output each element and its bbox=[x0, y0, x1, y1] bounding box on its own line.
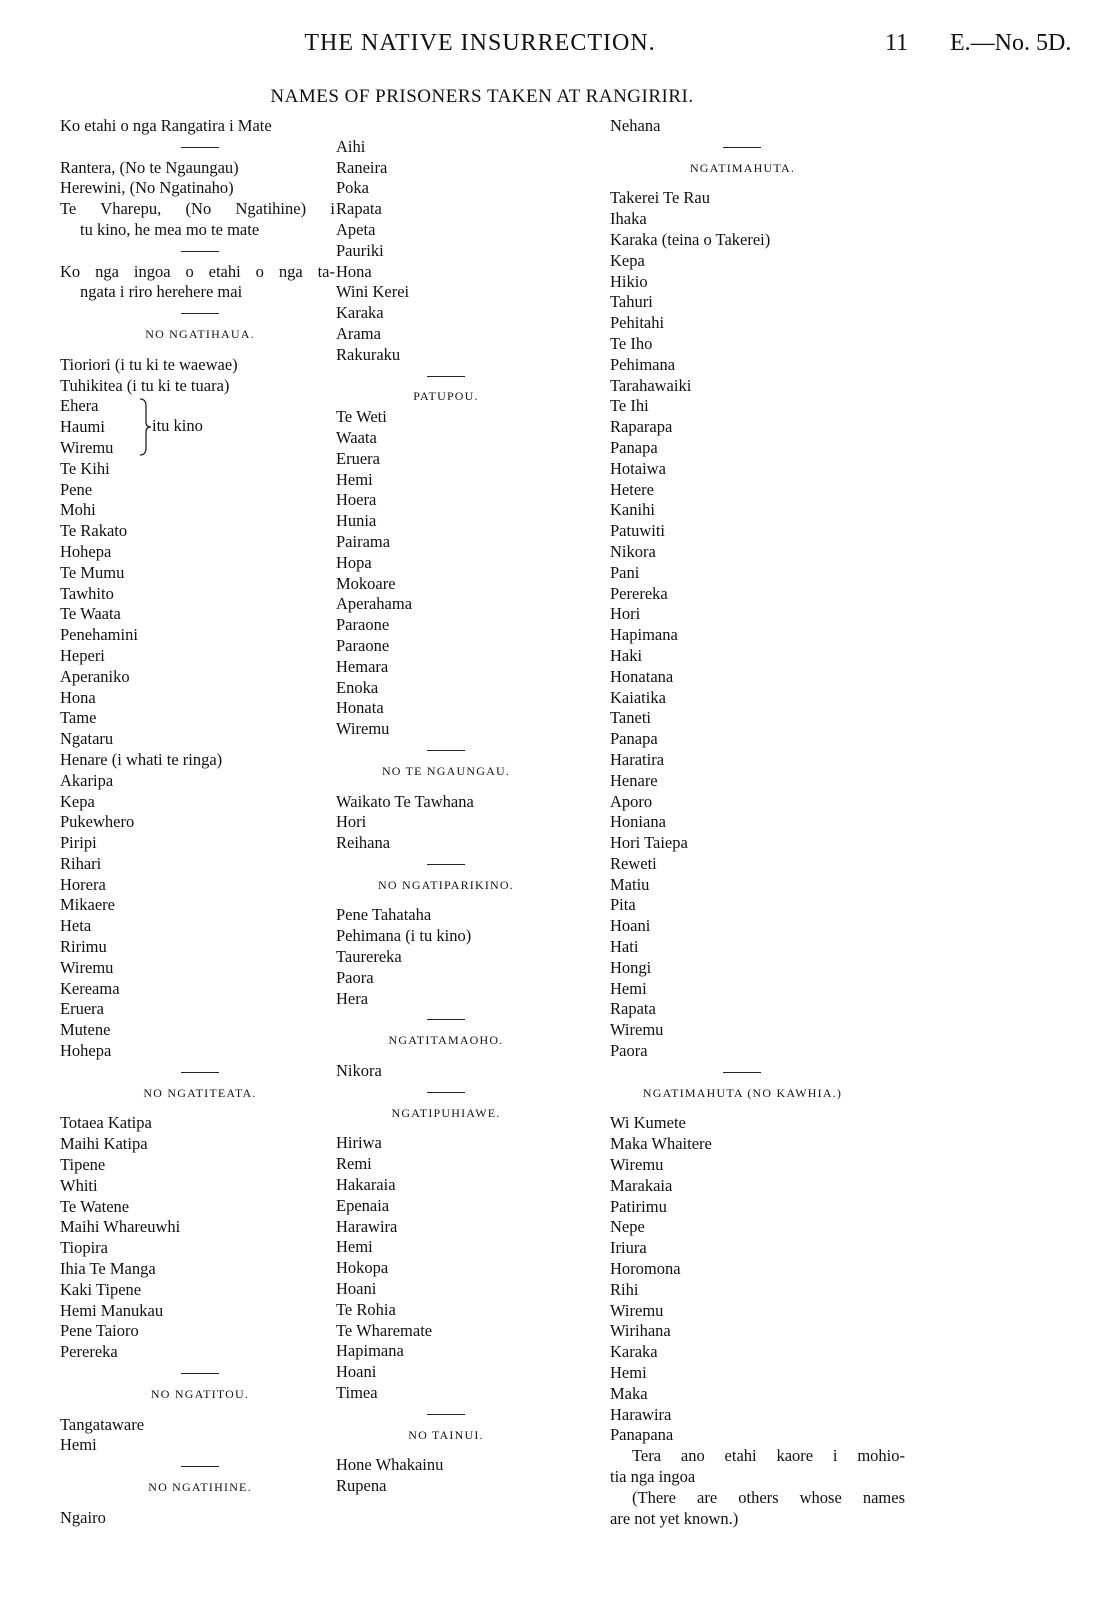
prisoner-name: Rihari bbox=[60, 853, 102, 873]
prisoner-name: Marakaia bbox=[610, 1175, 673, 1195]
prisoner-name: Kereama bbox=[60, 978, 120, 998]
prisoner-name: Hoera bbox=[336, 490, 377, 510]
prisoner-name: Pukewhero bbox=[60, 812, 135, 832]
prisoner-name: Kaki Tipene bbox=[60, 1279, 142, 1299]
prisoner-name: Epenaia bbox=[336, 1195, 390, 1215]
section-rule bbox=[336, 1404, 566, 1425]
prisoner-name: Akaripa bbox=[60, 770, 114, 790]
section-rule bbox=[60, 1363, 335, 1384]
prisoner-name: Piripi bbox=[60, 833, 97, 853]
prisoner-name: Haratira bbox=[610, 749, 665, 769]
prisoner-name: Paraone bbox=[336, 635, 390, 655]
unnamed-tribe-list bbox=[336, 137, 566, 366]
prisoner-name: Horomona bbox=[610, 1259, 681, 1279]
prisoner-name: Henare bbox=[610, 770, 658, 790]
prisoner-name: Whiti bbox=[60, 1175, 98, 1195]
prisoner-name: Kepa bbox=[60, 791, 95, 811]
prisoner-name: Heperi bbox=[60, 645, 105, 665]
prisoner-name: Hapimana bbox=[336, 1341, 404, 1361]
prisoner-name: Te Waata bbox=[60, 604, 121, 624]
prisoner-name: Panapa bbox=[610, 437, 658, 457]
prisoner-name: Tawhito bbox=[60, 583, 114, 603]
section-rule bbox=[60, 137, 335, 158]
section-rule bbox=[610, 137, 905, 158]
tribe-heading-ngatimahuta: NGATIMAHUTA. bbox=[689, 160, 796, 175]
prisoner-name: Te Watene bbox=[60, 1196, 130, 1216]
prisoner-name: Hunia bbox=[336, 511, 377, 531]
prisoner-name: Wirihana bbox=[610, 1321, 671, 1341]
prisoner-name: Hemara bbox=[336, 656, 389, 676]
tribe-heading-ngatitou: NO NGATITOU. bbox=[150, 1386, 250, 1401]
note-maori: Tera ano etahi kaore i mohio- bbox=[632, 1446, 905, 1466]
ngatipuhiawe-list bbox=[336, 1133, 566, 1403]
prisoner-name: Enoka bbox=[336, 677, 379, 697]
tribe-heading-ngatitamaoho: NGATITAMAOHO. bbox=[388, 1033, 504, 1048]
prisoner-name: Mikaere bbox=[60, 895, 115, 915]
prisoner-name: Ngairo bbox=[60, 1507, 106, 1527]
section-rule bbox=[336, 854, 566, 875]
prisoner-name: Tahuri bbox=[610, 292, 653, 312]
ngatihine-list bbox=[60, 1508, 335, 1529]
prisoner-name: Hemi Manukau bbox=[60, 1300, 164, 1320]
prisoner-name: Pairama bbox=[336, 531, 391, 551]
tribe-heading-ngaungau: NO TE NGAUNGAU. bbox=[381, 763, 511, 778]
prisoner-name: Wiremu bbox=[610, 1300, 664, 1320]
chief-entry-continuation: tu kino, he mea mo te mate bbox=[80, 219, 260, 239]
prisoner-name: Hori bbox=[610, 604, 641, 624]
tribe-heading-ngatipuhiawe: NGATIPUHIAWE. bbox=[391, 1105, 501, 1120]
section-rule bbox=[60, 1456, 335, 1477]
tribe-heading-ngatimahuta-kawhia: NGATIMAHUTA (NO KAWHIA.) bbox=[642, 1085, 843, 1100]
prisoner-name: Aperahama bbox=[336, 594, 413, 614]
tribe-heading-ngatiteata: NO NGATITEATA. bbox=[143, 1085, 257, 1100]
tribe-heading-ngatiparikino: NO NGATIPARIKINO. bbox=[378, 877, 514, 892]
prisoner-name: Poka bbox=[336, 178, 369, 198]
prisoner-name: Karaka bbox=[610, 1342, 658, 1362]
prisoner-name: Heta bbox=[60, 916, 92, 936]
curly-brace-icon bbox=[138, 398, 152, 456]
brace-label: itu kino bbox=[152, 416, 203, 436]
prisoner-name: Hori bbox=[336, 812, 367, 832]
prisoner-name: Rapata bbox=[336, 199, 382, 219]
prisoner-name: Kaiatika bbox=[610, 687, 666, 707]
prisoner-name: Maka Whaitere bbox=[610, 1134, 712, 1154]
prisoner-name: Maka bbox=[610, 1383, 648, 1403]
section-rule bbox=[336, 1082, 566, 1103]
prisoner-name: Honiana bbox=[610, 812, 666, 832]
prisoner-name: Nehana bbox=[610, 116, 661, 135]
prisoner-name: Pauriki bbox=[336, 240, 384, 260]
prisoner-name: Rapata bbox=[610, 999, 656, 1019]
prisoner-name: Hoani bbox=[336, 1362, 377, 1382]
prisoner-name: Remi bbox=[336, 1154, 372, 1174]
prisoner-name: Taurereka bbox=[336, 947, 402, 967]
tribe-heading-ngatihaua: NO NGATIHAUA. bbox=[145, 326, 255, 341]
prisoner-name: Pene bbox=[60, 479, 93, 499]
prisoner-name: Paora bbox=[610, 1041, 648, 1061]
prisoner-name: Matiu bbox=[610, 874, 650, 894]
prisoner-name: Wiremu bbox=[336, 719, 390, 739]
prisoner-name: Hotaiwa bbox=[610, 458, 666, 478]
prisoner-name: Kepa bbox=[610, 250, 645, 270]
section-rule bbox=[336, 1009, 566, 1030]
prisoner-name: Tipene bbox=[60, 1155, 106, 1175]
ngatimahuta-list bbox=[610, 188, 905, 1061]
page-title: THE NATIVE INSURRECTION. bbox=[304, 30, 656, 56]
prisoner-name: Waata bbox=[336, 427, 377, 447]
ngatitou-list bbox=[60, 1415, 335, 1457]
prisoner-name: Hohepa bbox=[60, 541, 112, 561]
section-rule bbox=[60, 241, 335, 262]
patupou-list bbox=[336, 407, 566, 740]
prisoner-name: Tuhikitea (i tu ki te tuara) bbox=[60, 375, 230, 395]
prisoner-name: Horera bbox=[60, 874, 106, 894]
prisoner-name: Eruera bbox=[60, 999, 104, 1019]
prisoner-name: Takerei Te Rau bbox=[610, 188, 711, 208]
note-english-continuation: are not yet known.) bbox=[610, 1508, 739, 1528]
prisoner-name: Waikato Te Tawhana bbox=[336, 791, 474, 811]
prisoner-name: Rupena bbox=[336, 1476, 387, 1496]
prisoner-name: Harawira bbox=[610, 1404, 672, 1424]
prisoner-name: Wini Kerei bbox=[336, 282, 410, 302]
brace-group bbox=[60, 396, 335, 458]
prisoner-name: Hona bbox=[336, 261, 372, 281]
prisoner-name: Tiopira bbox=[60, 1238, 108, 1258]
section-title: NAMES OF PRISONERS TAKEN AT RANGIRIRI. bbox=[270, 86, 694, 107]
prisoner-name: Hone Whakainu bbox=[336, 1455, 444, 1475]
prisoner-name: Te Ihi bbox=[610, 396, 649, 416]
note-maori-continuation: tia nga ingoa bbox=[610, 1467, 696, 1486]
prisoner-name: Panapana bbox=[610, 1425, 674, 1445]
prisoner-name: Kanihi bbox=[610, 500, 655, 520]
prisoner-name: Timea bbox=[336, 1383, 378, 1403]
prisoner-name: Mohi bbox=[60, 500, 96, 520]
prisoner-name: Hona bbox=[60, 687, 96, 707]
prisoner-name: Ihaka bbox=[610, 209, 647, 229]
prisoner-name: Patuwiti bbox=[610, 521, 666, 541]
prisoner-name: Pani bbox=[610, 562, 640, 582]
document-reference: E.—No. 5D. bbox=[950, 30, 1072, 56]
prisoner-name: Hokopa bbox=[336, 1258, 389, 1278]
note-english: (There are others whose names bbox=[632, 1487, 905, 1507]
prisoner-name: Pehimana bbox=[610, 354, 676, 374]
prisoners-intro-continuation: ngata i riro herehere mai bbox=[80, 282, 243, 302]
prisoner-name: Nikora bbox=[610, 541, 656, 561]
prisoner-name: Hopa bbox=[336, 552, 372, 572]
chiefs-list bbox=[60, 158, 335, 200]
prisoner-name: Rihi bbox=[610, 1279, 639, 1299]
prisoner-name: Pehitahi bbox=[610, 313, 665, 333]
page-number: 11 bbox=[885, 30, 909, 56]
prisoner-name: Perereka bbox=[610, 583, 668, 603]
prisoner-name: Nikora bbox=[336, 1061, 382, 1081]
tainui-list bbox=[336, 1455, 566, 1497]
prisoner-name: Rakuraku bbox=[336, 344, 401, 364]
prisoner-name: Te Wharemate bbox=[336, 1320, 433, 1340]
prisoner-name: Ngataru bbox=[60, 729, 114, 749]
chiefs-killed-intro: Ko etahi o nga Rangatira i Mate bbox=[60, 116, 272, 135]
prisoner-name: Pehimana (i tu kino) bbox=[336, 926, 472, 946]
prisoner-name: Raneira bbox=[336, 157, 388, 177]
prisoner-name: Tangataware bbox=[60, 1414, 145, 1434]
prisoner-name: Te Iho bbox=[610, 333, 653, 353]
prisoner-name: Reweti bbox=[610, 853, 657, 873]
prisoner-name: Tarahawaiki bbox=[610, 375, 692, 395]
prisoner-name: Reihana bbox=[336, 833, 391, 853]
prisoner-name: Maihi Whareuwhi bbox=[60, 1217, 181, 1237]
prisoner-name: Hori Taiepa bbox=[610, 833, 688, 853]
prisoners-intro: Ko nga ingoa o etahi o nga ta- bbox=[60, 261, 335, 281]
tribe-heading-tainui: NO TAINUI. bbox=[408, 1427, 484, 1442]
prisoner-name: Apeta bbox=[336, 219, 376, 239]
ngatiteata-list bbox=[60, 1113, 335, 1363]
prisoner-name: Hongi bbox=[610, 957, 652, 977]
section-rule bbox=[60, 303, 335, 324]
prisoner-name: Iriura bbox=[610, 1238, 647, 1258]
prisoner-name: Hohepa bbox=[60, 1041, 112, 1061]
ngatihaua-list bbox=[60, 459, 335, 1062]
prisoner-name: Hakaraia bbox=[336, 1175, 396, 1195]
prisoner-name: Hapimana bbox=[610, 625, 678, 645]
prisoner-name: Paora bbox=[336, 967, 374, 987]
prisoner-name: Ihia Te Manga bbox=[60, 1259, 156, 1279]
prisoner-name: Te Rakato bbox=[60, 521, 128, 541]
prisoner-name: Wiremu bbox=[610, 1155, 664, 1175]
prisoner-name: Karaka (teina o Takerei) bbox=[610, 229, 771, 249]
col3-top-list bbox=[610, 116, 905, 137]
prisoner-name: Pita bbox=[610, 895, 636, 915]
prisoner-name: Rantera, (No te Ngaungau) bbox=[60, 157, 239, 177]
prisoner-name: Nepe bbox=[610, 1217, 645, 1237]
prisoner-name: Hiriwa bbox=[336, 1133, 382, 1153]
column-3 bbox=[610, 116, 905, 1529]
prisoner-name: Karaka bbox=[336, 303, 384, 323]
prisoner-name: Ehera bbox=[60, 396, 99, 416]
prisoner-name: Honatana bbox=[610, 666, 674, 686]
prisoner-name: Te Weti bbox=[336, 407, 387, 427]
prisoner-name: Ririmu bbox=[60, 937, 107, 957]
ngaungau-list bbox=[336, 792, 566, 854]
prisoner-name: Tioriori (i tu ki te waewae) bbox=[60, 354, 238, 374]
prisoner-name: Herewini, (No Ngatinaho) bbox=[60, 178, 234, 198]
prisoner-name: Perereka bbox=[60, 1342, 118, 1362]
prisoner-name: Hera bbox=[336, 988, 369, 1008]
prisoner-name: Eruera bbox=[336, 448, 380, 468]
prisoner-name: Mutene bbox=[60, 1020, 111, 1040]
prisoner-name: Henare (i whati te ringa) bbox=[60, 749, 223, 769]
section-rule bbox=[336, 366, 566, 387]
column-2 bbox=[336, 116, 566, 1497]
prisoner-name: Te Rohia bbox=[336, 1299, 396, 1319]
prisoner-name: Hemi bbox=[610, 978, 647, 998]
prisoner-name: Harawira bbox=[336, 1216, 398, 1236]
prisoner-name: Hoani bbox=[336, 1279, 377, 1299]
prisoner-name: Wiremu bbox=[60, 957, 114, 977]
prisoner-name: Paraone bbox=[336, 615, 390, 635]
prisoner-name: Taneti bbox=[610, 708, 651, 728]
chief-entry: Te Vharepu, (No Ngatihine) i bbox=[60, 199, 335, 219]
prisoner-name: Mokoare bbox=[336, 573, 396, 593]
prisoner-name: Hemi bbox=[336, 1237, 373, 1257]
tribe-heading-patupou: PATUPOU. bbox=[413, 389, 479, 404]
prisoner-name: Patirimu bbox=[610, 1196, 667, 1216]
prisoner-name: Totaea Katipa bbox=[60, 1113, 152, 1133]
prisoner-name: Hikio bbox=[610, 271, 648, 291]
prisoner-name: Wiremu bbox=[60, 437, 114, 457]
ngatiparikino-list bbox=[336, 905, 566, 1009]
prisoner-name: Aihi bbox=[336, 136, 366, 156]
prisoner-name: Raparapa bbox=[610, 417, 673, 437]
prisoner-name: Panapa bbox=[610, 729, 658, 749]
prisoner-name: Maihi Katipa bbox=[60, 1134, 148, 1154]
prisoner-name: Honata bbox=[336, 698, 384, 718]
prisoner-name: Hati bbox=[610, 937, 639, 957]
prisoner-name: Hoani bbox=[610, 916, 651, 936]
prisoner-name: Te Mumu bbox=[60, 562, 125, 582]
prisoner-name: Penehamini bbox=[60, 625, 138, 645]
ngatitamaoho-list bbox=[336, 1061, 566, 1082]
prisoner-name: Haumi bbox=[60, 417, 105, 437]
prisoner-name: Wiremu bbox=[610, 1020, 664, 1040]
prisoner-name: Hemi bbox=[610, 1363, 647, 1383]
prisoner-name: Pene Tahataha bbox=[336, 905, 432, 925]
section-rule bbox=[610, 1062, 905, 1083]
section-rule bbox=[60, 1062, 335, 1083]
column-1 bbox=[60, 116, 335, 1529]
prisoner-name: Aperaniko bbox=[60, 666, 130, 686]
prisoner-name: Arama bbox=[336, 323, 381, 343]
prisoner-name: Tame bbox=[60, 708, 97, 728]
prisoner-name: Hemi bbox=[60, 1435, 97, 1455]
tribe-heading-ngatihine: NO NGATIHINE. bbox=[148, 1480, 252, 1494]
prisoner-name: Hemi bbox=[336, 469, 373, 489]
prisoner-name: Pene Taioro bbox=[60, 1321, 139, 1341]
prisoner-name: Te Kihi bbox=[60, 458, 110, 478]
prisoner-name: Aporo bbox=[610, 791, 653, 811]
section-rule bbox=[336, 740, 566, 761]
prisoner-name: Hetere bbox=[610, 479, 654, 499]
ngatimahuta-kawhia-list bbox=[610, 1113, 905, 1446]
ngatihaua-top-list bbox=[60, 355, 335, 397]
prisoner-name: Haki bbox=[610, 645, 643, 665]
prisoner-name: Wi Kumete bbox=[610, 1113, 686, 1133]
